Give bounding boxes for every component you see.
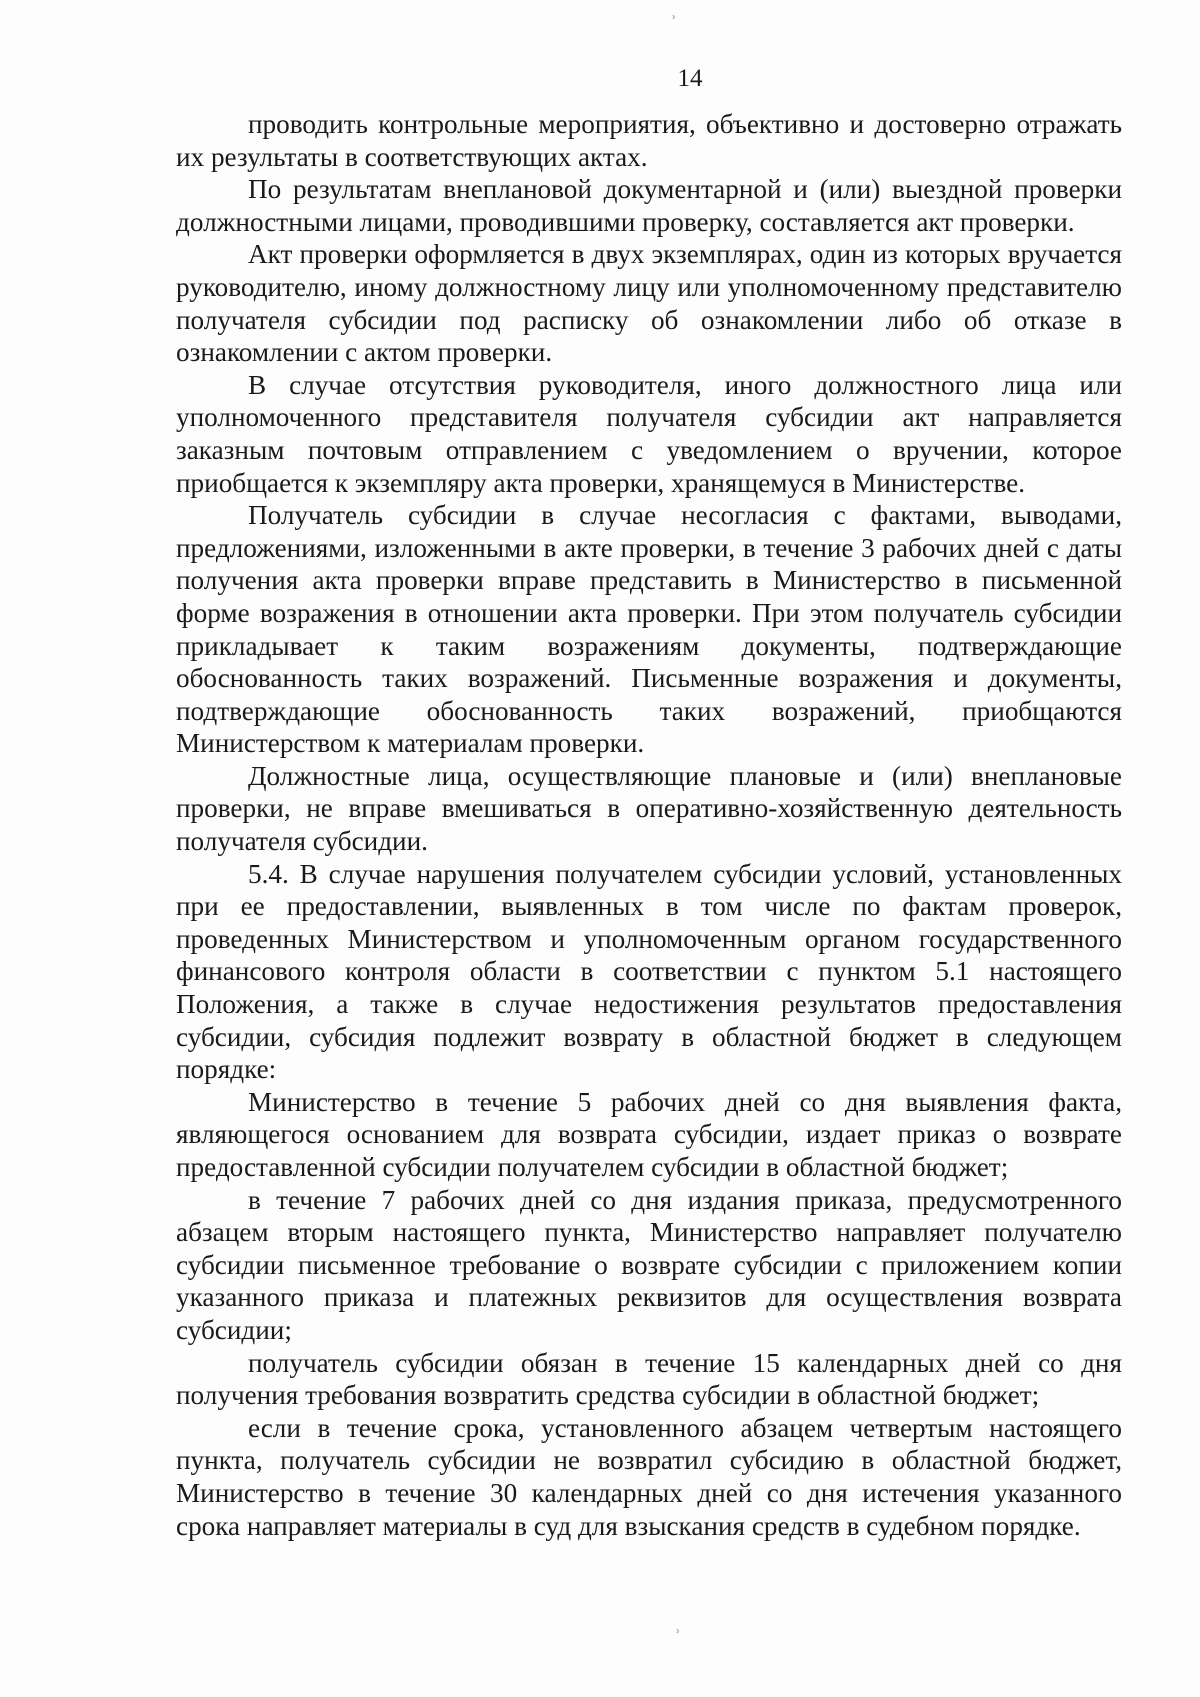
paragraph-absence-of-manager: В случае отсутствия руководителя, иного должностного лица или уполномоченного представителя получателя субсидии акт направляется заказным почтовым отправлением с уведомлением о вручении, которое приобщается к экземпляру акта проверки, хранящемуся в Министерстве. xyxy=(176,369,1122,498)
paragraph-continuation: проводить контрольные мероприятия, объективно и достоверно отражать их результаты в соответствующих актах. xyxy=(176,109,1122,172)
document-body xyxy=(176,108,1122,1542)
paragraph-act-copies: Акт проверки оформляется в двух экземплярах, один из которых вручается руководителю, иному должностному лицу или уполномоченному представителю получателя субсидии под расписку об ознакомлении либо об отказе в ознакомлении с актом проверки. xyxy=(176,239,1122,368)
paragraph-objections: Получатель субсидии в случае несогласия с фактами, выводами, предложениями, изложенными в акте проверки, в течение 3 рабочих дней с даты получения акта проверки вправе представить в Министерство в письменной форме возражения в отношении акта проверки. При этом получатель субсидии прикладывает к таким возражениям документы, подтверждающие обоснованность таких возражений. Письменные возражения и документы, подтверждающие обоснованность таких возражений, приобщаются Министерством к материалам проверки. xyxy=(176,500,1122,759)
paragraph-5-4-violations: 5.4. В случае нарушения получателем субсидии условий, установленных при ее предоставлении, выявленных в том числе по фактам проверок, проведенных Министерством и уполномоченным органом государственного финансового контроля области в соответствии с пунктом 5.1 настоящего Положения, а также в случае недостижения результатов предоставления субсидии, субсидия подлежит возврату в областной бюджет в следующем порядке: xyxy=(176,858,1122,1085)
paragraph-court-recovery: если в течение срока, установленного абзацем четвертым настоящего пункта, получатель субсидии не возвратил субсидию в областной бюджет, Министерство в течение 30 календарных дней со дня истечения указанного срока направляет материалы в суд для взыскания средств в судебном порядке. xyxy=(176,1412,1122,1541)
paragraph-ministry-order: Министерство в течение 5 рабочих дней со дня выявления факта, являющегося основанием для возврата субсидии, издает приказ о возврате предоставленной субсидии получателем субсидии в областной бюджет; xyxy=(176,1086,1122,1182)
paragraph-no-interference: Должностные лица, осуществляющие плановые и (или) внеплановые проверки, не вправе вмешиваться в оперативно-хозяйственную деятельность получателя субсидии. xyxy=(176,760,1122,857)
paragraph-return-deadline: получатель субсидии обязан в течение 15 календарных дней со дня получения требования возвратить средства субсидии в областной бюджет; xyxy=(176,1347,1122,1411)
paragraph-written-demand: в течение 7 рабочих дней со дня издания приказа, предусмотренного абзацем вторым настоящего пункта, Министерство направляет получателю субсидии письменное требование о возврате субсидии с приложением копии указанного приказа и платежных реквизитов для осуществления возврата субсидии; xyxy=(176,1184,1122,1345)
paragraph-inspection-act-compiled: По результатам внеплановой документарной и (или) выездной проверки должностными лицами, проводившими проверку, составляется акт проверки. xyxy=(176,174,1122,237)
scan-speck-top: ʾ xyxy=(672,14,677,30)
page-number: 14 xyxy=(677,65,703,92)
scan-speck-bottom: ʾ xyxy=(676,1628,681,1644)
